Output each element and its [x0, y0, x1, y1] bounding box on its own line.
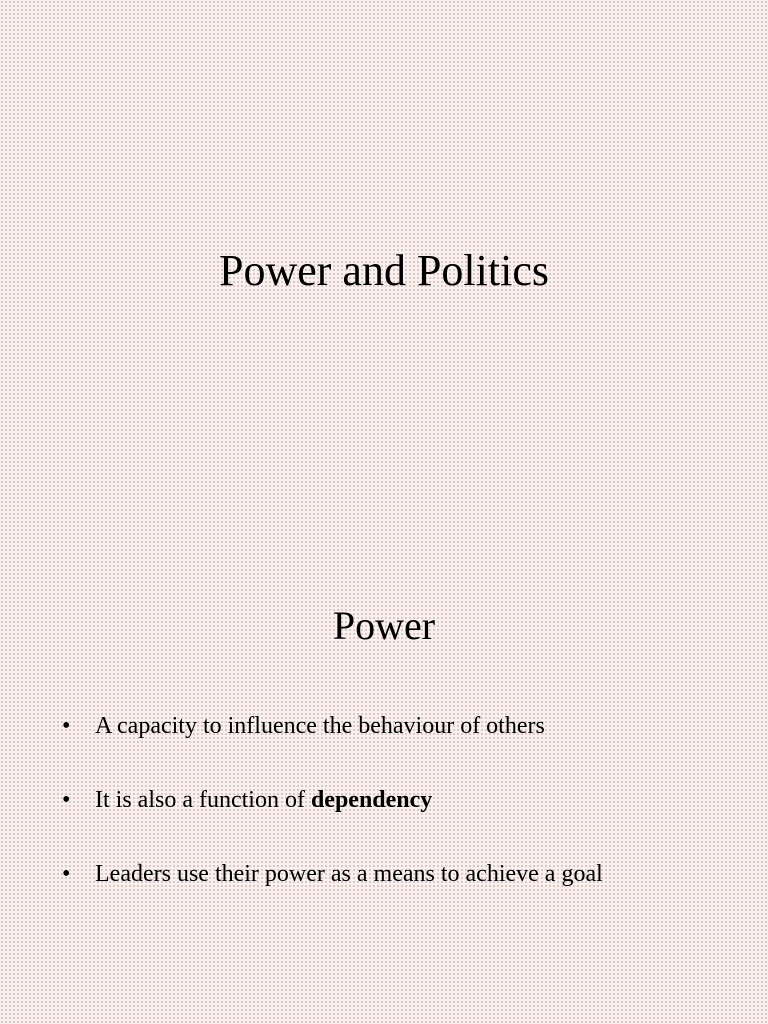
bullet-icon: •: [62, 861, 71, 887]
bullet-text: [95, 710, 545, 742]
slide-title: Power and Politics: [219, 246, 549, 295]
bullet-text: [95, 858, 603, 890]
bullet-text-content: Leaders use their power as a means to achieve a goal: [95, 861, 603, 887]
bullet-icon: •: [62, 713, 71, 739]
bullet-icon: •: [62, 787, 71, 813]
bullet-text-content: A capacity to influence the behaviour of others: [95, 713, 545, 739]
content-slide: [0, 576, 768, 1024]
bullet-emphasis: dependency: [310, 787, 433, 813]
slide-heading: Power: [332, 603, 436, 648]
bullet-text-content: It is also a function of: [95, 787, 311, 813]
bullet-text: [95, 784, 432, 816]
